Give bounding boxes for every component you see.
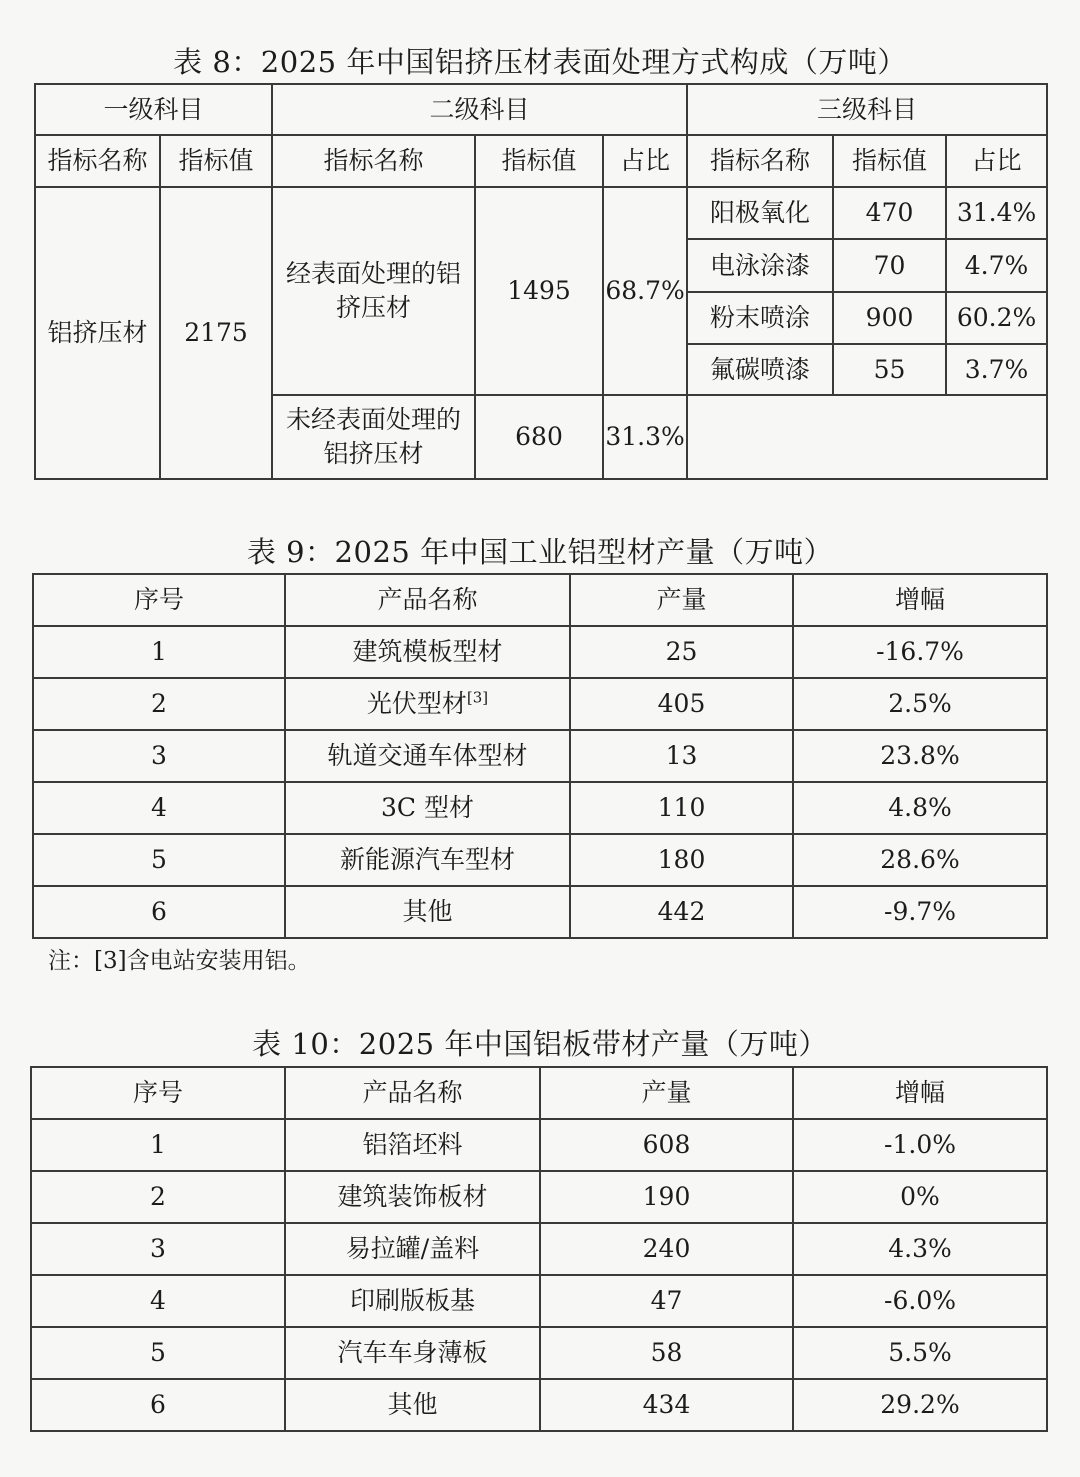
t8-col-share: 占比	[946, 135, 1047, 187]
t8-header-level2: 二级科目	[272, 84, 687, 135]
row-growth: 0%	[793, 1171, 1047, 1223]
row-growth: 23.8%	[793, 730, 1047, 782]
t8-l2-value: 680	[475, 395, 603, 479]
row-index: 2	[31, 1171, 285, 1223]
row-growth: 2.5%	[793, 678, 1047, 730]
row-index: 5	[31, 1327, 285, 1379]
t8-l3-value: 900	[833, 292, 946, 344]
row-output: 442	[570, 886, 793, 938]
t8-l3-share: 60.2%	[946, 292, 1047, 344]
t8-col-share: 占比	[603, 135, 687, 187]
t8-l3-name: 粉末喷涂	[687, 292, 833, 344]
table-row	[33, 886, 1047, 938]
row-output: 190	[540, 1171, 793, 1223]
row-growth: 4.8%	[793, 782, 1047, 834]
t9-header-output: 产量	[570, 574, 793, 626]
row-output: 13	[570, 730, 793, 782]
table10-caption: 表 10：2025 年中国铝板带材产量（万吨）	[252, 1027, 828, 1061]
row-index: 3	[33, 730, 285, 782]
row-growth: -1.0%	[793, 1119, 1047, 1171]
t8-col-value: 指标值	[160, 135, 272, 187]
t8-col-value: 指标值	[833, 135, 946, 187]
table-row	[31, 1275, 1047, 1327]
table-row	[33, 678, 1047, 730]
t8-l2-name: 经表面处理的铝挤压材	[272, 187, 475, 395]
row-product: 3C 型材	[285, 782, 570, 834]
row-output: 58	[540, 1327, 793, 1379]
t8-l1-name: 铝挤压材	[35, 187, 160, 479]
row-growth: -9.7%	[793, 886, 1047, 938]
t10-header-index: 序号	[31, 1067, 285, 1119]
t9-header-product: 产品名称	[285, 574, 570, 626]
row-product: 建筑装饰板材	[285, 1171, 540, 1223]
table-row	[31, 1119, 1047, 1171]
row-index: 4	[33, 782, 285, 834]
t8-empty-cell	[687, 395, 1047, 479]
product-name: 光伏型材	[366, 689, 467, 718]
table-row	[33, 782, 1047, 834]
row-product: 易拉罐/盖料	[285, 1223, 540, 1275]
t8-l3-share: 4.7%	[946, 239, 1047, 292]
row-product	[285, 678, 570, 730]
t8-col-name: 指标名称	[687, 135, 833, 187]
row-output: 434	[540, 1379, 793, 1431]
row-index: 4	[31, 1275, 285, 1327]
row-index: 6	[33, 886, 285, 938]
row-product: 汽车车身薄板	[285, 1327, 540, 1379]
t8-l2-value: 1495	[475, 187, 603, 395]
row-growth: 4.3%	[793, 1223, 1047, 1275]
table-row	[31, 1327, 1047, 1379]
t8-col-name: 指标名称	[35, 135, 160, 187]
table8-caption: 表 8：2025 年中国铝挤压材表面处理方式构成（万吨）	[173, 45, 907, 79]
row-product: 铝箔坯料	[285, 1119, 540, 1171]
t8-l3-name: 电泳涂漆	[687, 239, 833, 292]
row-output: 25	[570, 626, 793, 678]
t8-header-level1: 一级科目	[35, 84, 272, 135]
row-index: 2	[33, 678, 285, 730]
t8-l1-value: 2175	[160, 187, 272, 479]
t8-col-name: 指标名称	[272, 135, 475, 187]
table-row	[31, 1171, 1047, 1223]
row-product: 印刷版板基	[285, 1275, 540, 1327]
t8-l2-share: 68.7%	[603, 187, 687, 395]
t8-col-value: 指标值	[475, 135, 603, 187]
row-output: 240	[540, 1223, 793, 1275]
row-output: 180	[570, 834, 793, 886]
row-output: 405	[570, 678, 793, 730]
row-product: 新能源汽车型材	[285, 834, 570, 886]
row-growth: -16.7%	[793, 626, 1047, 678]
table-row	[33, 626, 1047, 678]
row-growth: 28.6%	[793, 834, 1047, 886]
row-growth: -6.0%	[793, 1275, 1047, 1327]
table-row	[31, 1223, 1047, 1275]
table9-note: 注：[3]含电站安装用铝。	[48, 948, 311, 974]
t10-header-output: 产量	[540, 1067, 793, 1119]
table-row	[31, 1379, 1047, 1431]
t10-header-growth: 增幅	[793, 1067, 1047, 1119]
row-product: 其他	[285, 1379, 540, 1431]
table9-caption: 表 9：2025 年中国工业铝型材产量（万吨）	[246, 535, 834, 569]
t8-l3-share: 3.7%	[946, 344, 1047, 395]
table10	[30, 1066, 1048, 1432]
table8	[34, 83, 1048, 480]
t10-header-product: 产品名称	[285, 1067, 540, 1119]
row-output: 47	[540, 1275, 793, 1327]
row-index: 1	[33, 626, 285, 678]
row-output: 110	[570, 782, 793, 834]
t9-header-index: 序号	[33, 574, 285, 626]
t8-l2-name: 未经表面处理的铝挤压材	[272, 395, 475, 479]
t8-header-level3: 三级科目	[687, 84, 1047, 135]
row-index: 6	[31, 1379, 285, 1431]
row-product: 建筑模板型材	[285, 626, 570, 678]
table9	[32, 573, 1048, 939]
t8-l3-share: 31.4%	[946, 187, 1047, 239]
table-row	[33, 834, 1047, 886]
row-product: 其他	[285, 886, 570, 938]
t8-l3-value: 470	[833, 187, 946, 239]
footnote-ref: [3]	[466, 688, 489, 707]
row-index: 3	[31, 1223, 285, 1275]
t8-l2-share: 31.3%	[603, 395, 687, 479]
row-index: 5	[33, 834, 285, 886]
t8-l3-name: 阳极氧化	[687, 187, 833, 239]
row-product: 轨道交通车体型材	[285, 730, 570, 782]
table-row	[33, 730, 1047, 782]
t9-header-growth: 增幅	[793, 574, 1047, 626]
row-output: 608	[540, 1119, 793, 1171]
t8-l3-name: 氟碳喷漆	[687, 344, 833, 395]
row-growth: 5.5%	[793, 1327, 1047, 1379]
row-index: 1	[31, 1119, 285, 1171]
t8-l3-value: 55	[833, 344, 946, 395]
row-growth: 29.2%	[793, 1379, 1047, 1431]
t8-l3-value: 70	[833, 239, 946, 292]
